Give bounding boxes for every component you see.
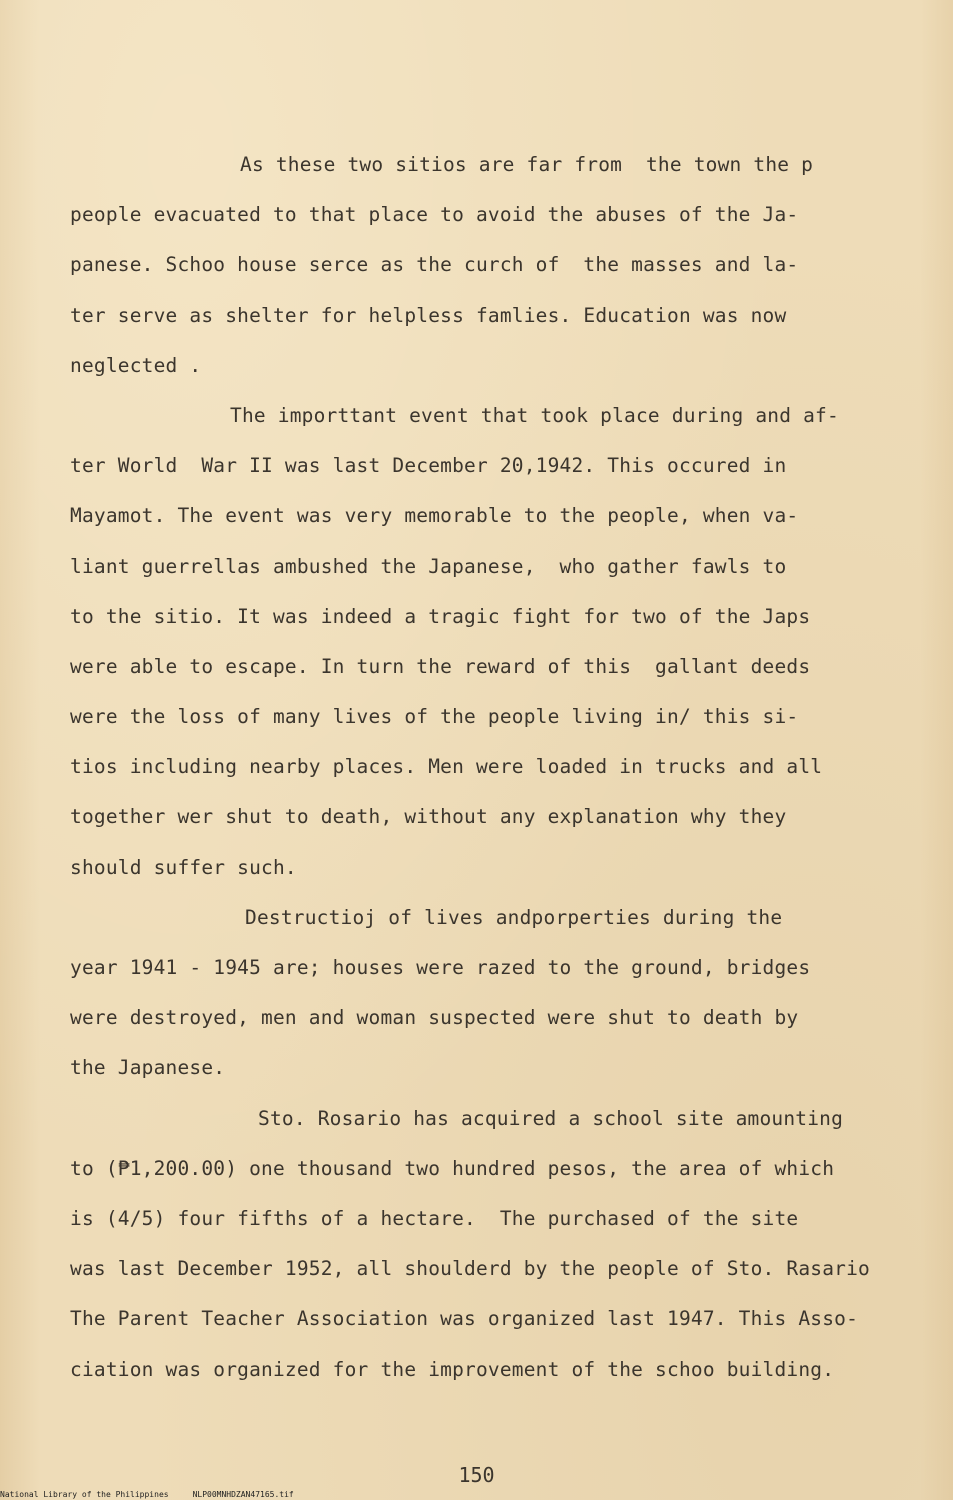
- paragraph-2: [70, 391, 920, 893]
- text-line: were destroyed, men and woman suspected were shut to death by: [70, 1006, 799, 1030]
- text-line: is (4/5) four fifths of a hectare. The purchased of the site: [70, 1206, 799, 1230]
- text-line: ciation was organized for the improvement of the schoo building.: [70, 1357, 835, 1381]
- text-line: Mayamot. The event was very memorable to the people, when va-: [70, 504, 799, 528]
- text-line: year 1941 - 1945 are; houses were razed to the ground, bridges: [70, 956, 811, 979]
- text-line: tios including nearby places. Men were loaded in trucks and all: [70, 755, 823, 779]
- text-line: As these two sitios are far from the town the p: [240, 153, 814, 176]
- text-line: liant guerrellas ambushed the Japanese, who gather fawls to: [70, 554, 787, 578]
- scan-footer: [0, 1490, 318, 1499]
- text-line: Destructioj of lives andporperties during the: [245, 905, 783, 929]
- text-line: the Japanese.: [70, 1056, 226, 1080]
- footer-library: National Library of the Philippines: [0, 1490, 169, 1499]
- text-line: to the sitio. It was indeed a tragic fight for two of the Japs: [70, 604, 811, 628]
- text-line: were the loss of many lives of the people living in/ this si-: [70, 705, 799, 729]
- body-text: [70, 140, 920, 1395]
- text-line: neglected .: [70, 353, 202, 377]
- text-line: Sto. Rosario has acquired a school site amounting: [258, 1106, 844, 1130]
- text-line: were able to escape. In turn the reward of this gallant deeds: [70, 654, 811, 678]
- text-line: was last December 1952, all shoulderd by the people of Sto. Rasario: [70, 1257, 870, 1281]
- paragraph-4: [70, 1094, 920, 1395]
- page-number: 150: [458, 1463, 495, 1487]
- text-line: The importtant event that took place during and af-: [230, 403, 839, 427]
- text-line: panese. Schoo house serce as the curch of the masses and la-: [70, 253, 799, 277]
- text-line: ter serve as shelter for helpless famlies. Education was now: [70, 303, 787, 327]
- paragraph-3: [70, 893, 920, 1094]
- text-line: The Parent Teacher Association was organized last 1947. This Asso-: [70, 1307, 859, 1331]
- text-line: ter World War II was last December 20,1942. This occured in: [70, 454, 787, 478]
- text-line: together wer shut to death, without any explanation why they: [70, 805, 787, 829]
- text-line: to (₱1,200.00) one thousand two hundred pesos, the area of which: [70, 1156, 835, 1180]
- text-line: people evacuated to that place to avoid the abuses of the Ja-: [70, 203, 799, 227]
- text-line: should suffer such.: [70, 855, 297, 879]
- paragraph-1: [70, 140, 920, 391]
- footer-file: NLP00MNHDZAN47165.tif: [192, 1490, 294, 1499]
